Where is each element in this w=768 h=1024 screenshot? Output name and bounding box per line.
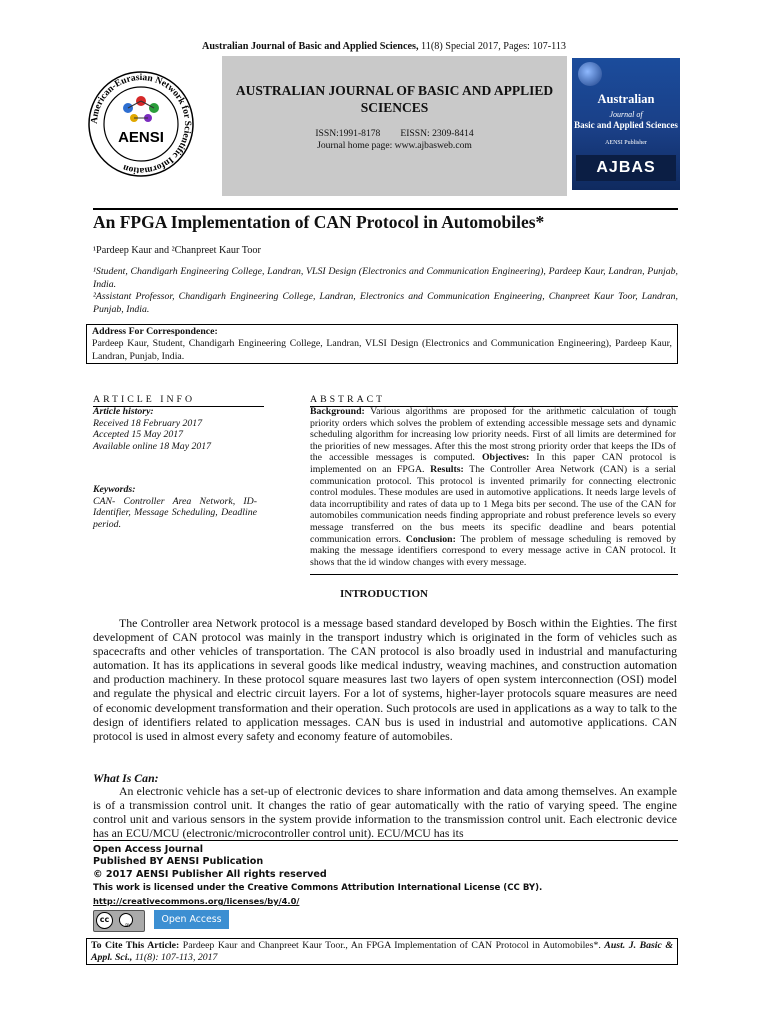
abstract-bottom-rule	[310, 574, 678, 575]
abstract-results-label: Results:	[430, 463, 464, 475]
abstract-conclusion-label: Conclusion:	[405, 533, 456, 545]
license-statement: This work is licensed under the Creative Commons Attribution International License (CC BY).	[93, 883, 543, 893]
keywords-label: Keywords:	[93, 484, 136, 495]
copyright: © 2017 AENSI Publisher All rights reserved	[93, 868, 327, 880]
cover-line3: Basic and Applied Sciences	[574, 120, 678, 130]
journal-homepage[interactable]: Journal home page: www.ajbasweb.com	[317, 140, 472, 151]
keywords-block	[93, 484, 257, 530]
license-link[interactable]: http://creativecommons.org/licenses/by/4.0/	[93, 896, 300, 906]
introduction-paragraph-1: The Controller area Network protocol is a message based standard developed by Bosch within the Eighties. The first development of CAN protocol was mainly in the transport industry which is originated in the form of vehicles such as spacecrafts and other vehicles of transportation. The CAN protocol is also broadly used in industrial and manufacturing automation. It has its applications in several goods like medical industry, weaving machines, and construction automation and production machinery. In these protocol square measures last two layers of open system interconnection (OSI) model and regulate the physical and electric circuit layers. For a lot of systems, higher-layer protocols square measures are need of economic development transformation and their operation. Such protocols are used in applications as a way to talk to the design of identifiers related to application messages. CAN bus is used in industrial and automotive applications. CAN protocol is used in almost every safety and economy feature of automobiles.	[93, 616, 677, 743]
running-issue-details: 11(8) Special 2017, Pages: 107-113	[418, 41, 567, 52]
available-date: Available online 18 May 2017	[93, 440, 212, 452]
eissn: EISSN: 2309-8414	[400, 128, 474, 139]
abstract-heading: ABSTRACT	[310, 394, 386, 405]
received-date: Received 18 February 2017	[93, 417, 203, 429]
correspondence-label: Address For Correspondence:	[92, 326, 218, 337]
abstract-objectives-label: Objectives:	[481, 452, 530, 464]
logo-ring-text: American-Eurasian Network for Scientific Information	[89, 72, 193, 176]
cite-text: Pardeep Kaur and Chanpreet Kaur Toor., An FPGA Implementation of CAN Protocol in Automobiles*.	[179, 940, 605, 951]
journal-banner	[222, 56, 567, 196]
open-access-journal: Open Access Journal	[93, 844, 204, 855]
running-citation	[0, 41, 768, 52]
cite-details: 11(8): 107-113, 2017	[132, 952, 218, 964]
abstract-text	[310, 406, 676, 568]
masthead	[86, 56, 680, 200]
issn-block	[222, 128, 567, 152]
logo-text: AENSI	[118, 129, 164, 146]
aensi-logo	[86, 56, 196, 196]
cite-this-article-box	[86, 938, 678, 965]
abstract-results: The Controller Area Network (CAN) is a serial communication protocol. This protocol is invented primarily for connecting electronic control modules. These modules are used in automotive applications. It needs large levels of data incorruptibility and rates of data up to 1 Mega bits per second. The use of the CAN for automobiles communication needs finding appropriate and robust preference levels so every message transferred on the bus meets its specific deadline and bears potential communication errors.	[310, 463, 677, 545]
paper-title: An FPGA Implementation of CAN Protocol in Automobiles*	[93, 212, 545, 232]
history-label: Article history:	[93, 406, 154, 417]
publication-footer	[93, 844, 327, 881]
journal-cover-image	[572, 58, 680, 190]
abstract-conclusion: The problem of message scheduling is removed by making the message identifiers correspond to every message active in CAN protocol. It shows that the id window changes with every message.	[310, 533, 677, 568]
introduction-paragraph-2: An electronic vehicle has a set-up of electronic devices to share information and data among themselves. An example is of a transmission control unit. It changes the ratio of gear automatically with the ratio of varying speed. The engine control unit and various sensors in the system provide information to the transmission control unit. Each electronic device has an ECU/MCU (electronic/microcontroller control unit). ECU/MCU has its	[93, 784, 677, 841]
affiliation-1: ¹Student, Chandigarh Engineering College, Landran, VLSI Design (Electronics and Communication Engineering), Pardeep Kaur, Landran, Punjab, India.	[93, 266, 678, 290]
footer-rule	[93, 840, 678, 841]
title-rule	[93, 208, 678, 210]
published-by: Published BY AENSI Publication	[93, 856, 264, 868]
creative-commons-icon: cc	[96, 912, 113, 929]
cc-by-badge[interactable]	[93, 910, 145, 932]
article-history	[93, 406, 258, 452]
abstract-background-label: Background:	[310, 406, 365, 417]
open-access-badge[interactable]: Open Access	[154, 910, 229, 929]
keywords: CAN- Controller Area Network, ID-Identifier, Message Scheduling, Deadline period.	[93, 495, 257, 530]
correspondence-box	[86, 324, 678, 364]
issn: ISSN:1991-8178	[315, 128, 381, 139]
cite-journal: Aust. J. Basic & Appl. Sci.,	[91, 940, 673, 964]
correspondence-text: Pardeep Kaur, Student, Chandigarh Engineering College, Landran, VLSI Design (Electronics and Communication Engineering), Pardeep Kaur, Landran, Punjab, India.	[92, 338, 672, 362]
svg-text:American-Eurasian Network for	[90, 73, 192, 175]
article-info-heading: ARTICLE INFO	[93, 394, 196, 405]
cover-line4: AENSI Publisher	[605, 140, 647, 146]
globe-icon	[578, 62, 602, 86]
what-is-can-heading: What Is Can:	[93, 771, 159, 785]
accepted-date: Accepted 15 May 2017	[93, 429, 184, 440]
affiliation-2: ²Assistant Professor, Chandigarh Engineering College, Landran, Electronics and Communication Engineering, Chanpreet Kaur Toor, Landran, Punjab, India.	[93, 291, 678, 315]
cover-badge: AJBAS	[576, 155, 676, 181]
cover-line2: Journal of	[609, 110, 643, 119]
cc-by-label: BY	[125, 924, 131, 929]
journal-title: AUSTRALIAN JOURNAL OF BASIC AND APPLIED SCIENCES	[235, 83, 554, 115]
cover-line1: Australian	[597, 92, 655, 106]
cite-label: To Cite This Article:	[91, 940, 180, 951]
abstract-background: Various algorithms are proposed for the arithmetic calculation of tough priority orders which solves the problem of extending accessible message sets and dynamic scheduling algorithm for increasing low priority needs. First of all limits are determined for the priorities of new messages. After this the most strong priority order that keeps the IDs of the accessible messages is computed.	[310, 406, 676, 464]
running-journal-name: Australian Journal of Basic and Applied Sciences,	[201, 41, 419, 52]
paper-authors: ¹Pardeep Kaur and ²Chanpreet Kaur Toor	[93, 245, 261, 256]
abstract-objectives: In this paper CAN protocol is implemented on an FPGA.	[310, 452, 676, 475]
introduction-heading: INTRODUCTION	[339, 588, 428, 600]
